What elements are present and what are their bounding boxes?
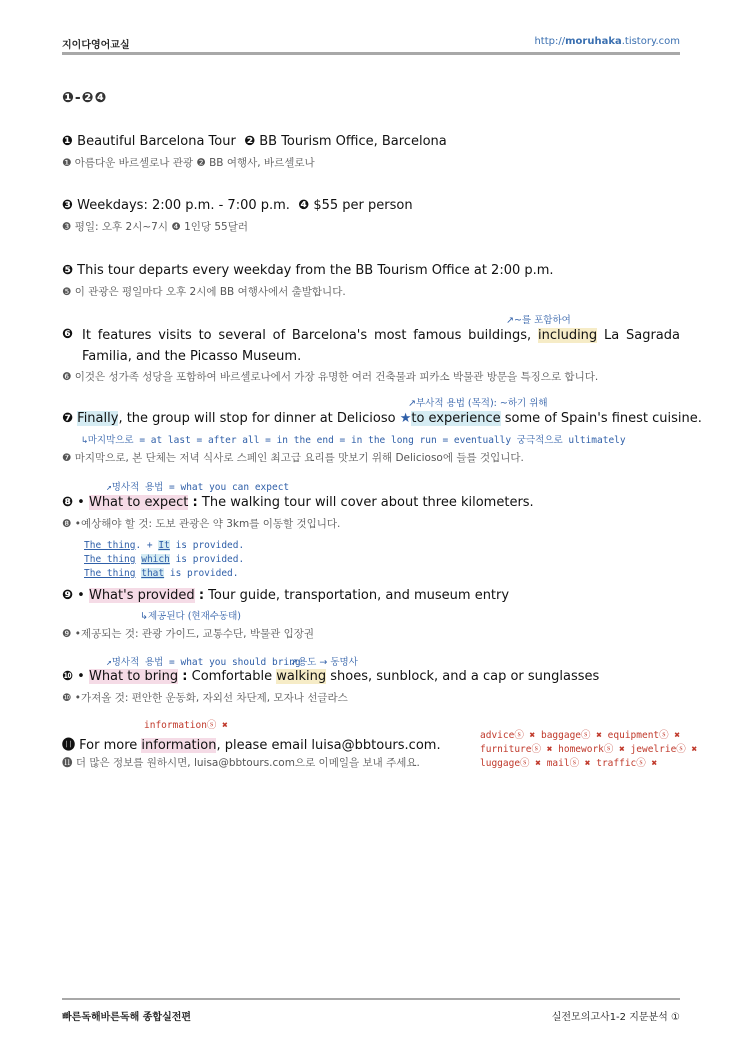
sentence-8-ko: ❿ •가져올 것: 편안한 운동화, 자외선 차단제, 모자나 선글라스 xyxy=(62,692,348,704)
annotation-to-experience: ↗부사적 용법 (목적): ~하기 위해 xyxy=(408,398,548,409)
footer-left: 빠른독해바른독해 종합실전편 xyxy=(62,1012,192,1023)
sentence-3-ko: ❺ 이 관광은 평일마다 오후 2시에 BB 여행사에서 출발합니다. xyxy=(62,286,346,298)
sentence-2-en: ❸ Weekdays: 2:00 p.m. - 7:00 p.m. ❹ $55 per person xyxy=(62,198,413,213)
sentence-3-en: ❺ This tour departs every weekday from the BB Tourism Office at 2:00 p.m. xyxy=(62,263,554,278)
sentence-2-ko: ❸ 평일: 오후 2시~7시 ❹ 1인당 55달러 xyxy=(62,221,249,233)
grammar-line-2: The thing which is provided. xyxy=(84,554,245,565)
annotation-provided: ↳제공된다 (현재수동태) xyxy=(140,611,241,622)
uncountable-list-1: adviceⓢ ✖ baggageⓢ ✖ equipmentⓢ ✖ xyxy=(480,730,681,741)
sentence-7-en: ❾ • What's provided : Tour guide, transportation, and museum entry xyxy=(62,588,510,603)
annotation-including: ↗~를 포함하여 xyxy=(506,315,571,326)
sentence-1-en: ❶ Beautiful Barcelona Tour ❷ BB Tourism Office, Barcelona xyxy=(62,134,447,149)
header-url[interactable]: http://moruhaka.tistory.com xyxy=(534,36,680,47)
grammar-line-1: The thing. + It is provided. xyxy=(84,540,245,551)
sentence-4-num: ❻ xyxy=(62,327,74,342)
sentence-6-en: ❽ • What to expect : The walking tour will cover about three kilometers. xyxy=(62,495,534,510)
header-title: 지이다영어교실 xyxy=(62,40,130,51)
sentence-8-en: ❿ • What to bring : Comfortable walking shoes, sunblock, and a cap or sunglasses xyxy=(62,669,600,684)
grammar-line-3: The thing that is provided. xyxy=(84,568,239,579)
sentence-4-ko: ❻ 이것은 성가족 성당을 포함하여 바르셀로나에서 가장 유명한 여러 건축물과 피카소 박물관 방문을 특징으로 합니다. xyxy=(62,371,599,383)
sentence-7-ko: ❾ •제공되는 것: 관광 가이드, 교통수단, 박물관 입장권 xyxy=(62,628,315,640)
footer-rule xyxy=(62,998,680,1000)
sentence-1-ko: ❶ 아름다운 바르셀로나 관광 ❷ BB 여행사, 바르셀로나 xyxy=(62,157,315,169)
uncountable-list-3: luggageⓢ ✖ mailⓢ ✖ trafficⓢ ✖ xyxy=(480,758,658,769)
annotation-walking: ↗용도 → 동명사 xyxy=(290,657,358,668)
annotation-information: informationⓢ ✖ xyxy=(144,720,228,731)
sentence-4-en: It features visits to several of Barcelona's most famous buildings, including La Sagrada Familia, and the Picasso Museum. xyxy=(82,328,680,364)
footer-right: 실전모의고사1-2 지문분석 ① xyxy=(551,1012,680,1023)
sentence-9-ko: ⓫ 더 많은 정보를 원하시면, luisa@bbtours.com으로 이메일을 보내 주세요. xyxy=(62,757,420,769)
annotation-what-to-expect: ↗명사적 용법 = what you can expect xyxy=(106,482,290,493)
sentence-6-ko: ❽ •예상해야 할 것: 도보 관광은 약 3km를 이동할 것입니다. xyxy=(62,518,341,530)
sentence-9-en: ⓫ For more information, please email luisa@bbtours.com. xyxy=(62,738,441,753)
uncountable-list-2: furnitureⓢ ✖ homeworkⓢ ✖ jewelrieⓢ ✖ xyxy=(480,744,698,755)
sentence-5-en: ❼ Finally, the group will stop for dinner at Delicioso ★to experience some of Spain's finest cuisine. xyxy=(62,411,702,426)
section-number: ❶-❷❹ xyxy=(62,90,108,106)
annotation-finally: ↳마지막으로 = at last = after all = in the end = in the long run = eventually 궁극적으로 ultimately xyxy=(82,435,626,446)
header-rule xyxy=(62,52,680,55)
sentence-5-ko: ❼ 마지막으로, 본 단체는 저녁 식사로 스페인 최고급 요리를 맛보기 위해 Delicioso에 들를 것입니다. xyxy=(62,452,524,464)
annotation-what-to-bring: ↗명사적 용법 = what you should bring xyxy=(106,657,301,668)
